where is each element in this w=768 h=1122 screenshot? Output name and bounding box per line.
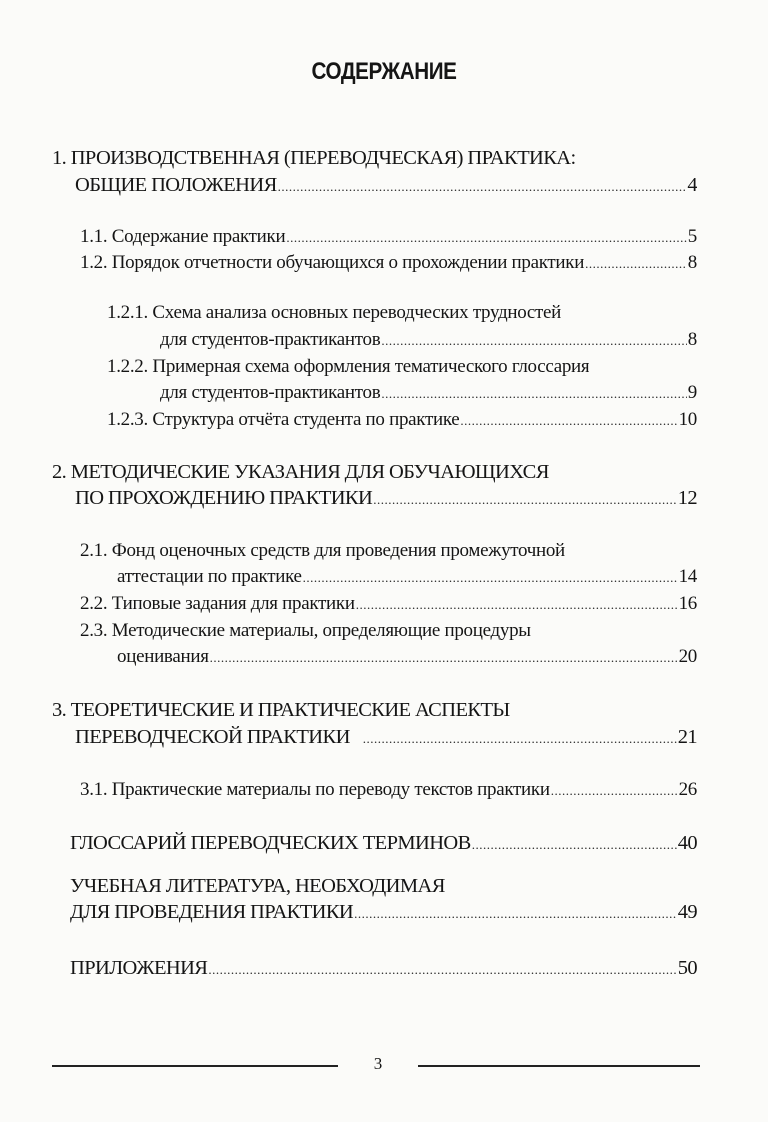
dot-leader xyxy=(210,646,678,670)
toc-entry-text: оценивания xyxy=(117,646,209,667)
page-title: СОДЕРЖАНИЕ xyxy=(311,58,457,85)
toc-entry-text: ГЛОССАРИЙ ПЕРЕВОДЧЕСКИХ ТЕРМИНОВ xyxy=(70,832,471,854)
toc-entry-text: ДЛЯ ПРОВЕДЕНИЯ ПРАКТИКИ xyxy=(70,901,354,923)
dot-leader xyxy=(278,175,687,199)
toc-page-number: 9 xyxy=(687,382,697,403)
dot-leader xyxy=(208,958,676,982)
toc-entry-1-2-2[interactable] xyxy=(160,381,697,406)
toc-entry-text: УЧЕБНАЯ ЛИТЕРАТУРА, НЕОБХОДИМАЯ xyxy=(70,875,445,897)
toc-page-number: 12 xyxy=(677,487,697,509)
toc-page-number: 14 xyxy=(678,566,697,587)
toc-entry-text: 1. ПРОИЗВОДСТВЕННАЯ (ПЕРЕВОДЧЕСКАЯ) ПРАКТИКА: xyxy=(52,147,576,169)
toc-entry-text: аттестации по практике xyxy=(117,566,302,587)
toc-entry-literature[interactable] xyxy=(70,900,697,926)
dot-leader xyxy=(373,488,676,512)
toc-page-number: 5 xyxy=(687,226,697,247)
toc-entry-text: 1.2.3. Структура отчёта студента по практике xyxy=(107,409,460,430)
toc-entry-glossary[interactable] xyxy=(70,831,697,857)
toc-page-number: 40 xyxy=(677,832,697,854)
toc-entry-2-2[interactable] xyxy=(80,592,697,617)
toc-page-number: 50 xyxy=(677,957,697,979)
footer-rule-left xyxy=(52,1065,338,1067)
toc-entry-text: для студентов-практикантов xyxy=(160,329,381,350)
toc-entry-1[interactable] xyxy=(75,173,697,199)
toc-entry-text: ПЕРЕВОДЧЕСКОЙ ПРАКТИКИ xyxy=(75,726,350,748)
dot-leader xyxy=(363,727,677,751)
toc-entry-text: ПО ПРОХОЖДЕНИЮ ПРАКТИКИ xyxy=(75,487,373,509)
toc-entry-text: 2.2. Типовые задания для практики xyxy=(80,593,355,614)
toc-entry-1-2[interactable] xyxy=(80,251,697,276)
toc-entry-text: для студентов-практикантов xyxy=(160,382,381,403)
toc-page-number: 20 xyxy=(678,646,697,667)
toc-entry-text: ОБЩИЕ ПОЛОЖЕНИЯ xyxy=(75,174,277,196)
toc-entry-3-1[interactable] xyxy=(80,778,697,803)
toc-entry-1-2-2-line-1[interactable] xyxy=(107,355,589,379)
toc-page-number: 26 xyxy=(678,779,697,800)
toc-entry-1-2-1[interactable] xyxy=(160,328,697,353)
toc-page-number: 21 xyxy=(677,726,697,748)
toc-entry-text: 2.1. Фонд оценочных средств для проведения промежуточной xyxy=(80,540,565,561)
toc-page-number: 4 xyxy=(687,174,697,196)
footer-rule-right xyxy=(418,1065,700,1067)
dot-leader xyxy=(381,382,686,406)
dot-leader xyxy=(356,593,678,617)
toc-entry-text: 1.2. Порядок отчетности обучающихся о прохождении практики xyxy=(80,252,585,273)
dot-leader xyxy=(354,902,677,926)
toc-entry-1-1[interactable] xyxy=(80,225,697,250)
toc-entry-3[interactable] xyxy=(75,725,697,751)
toc-entry-1-line-1[interactable] xyxy=(52,146,576,170)
dot-leader xyxy=(286,226,686,250)
toc-page-number: 16 xyxy=(678,593,697,614)
dot-leader xyxy=(585,252,687,276)
toc-page-number: 49 xyxy=(677,901,697,923)
toc-page-number: 8 xyxy=(687,252,697,273)
toc-entry-2-3[interactable] xyxy=(117,645,697,670)
dot-leader xyxy=(381,329,686,353)
toc-page-number: 10 xyxy=(678,409,697,430)
toc-entry-text: 2. МЕТОДИЧЕСКИЕ УКАЗАНИЯ ДЛЯ ОБУЧАЮЩИХСЯ xyxy=(52,461,549,483)
toc-entry-text: ПРИЛОЖЕНИЯ xyxy=(70,957,208,979)
toc-entry-2-line-1[interactable] xyxy=(52,460,549,484)
toc-entry-appendices[interactable] xyxy=(70,956,697,982)
toc-entry-2[interactable] xyxy=(75,486,697,512)
toc-entry-2-1[interactable] xyxy=(117,565,697,590)
dot-leader xyxy=(472,833,677,857)
toc-entry-text: 3. ТЕОРЕТИЧЕСКИЕ И ПРАКТИЧЕСКИЕ АСПЕКТЫ xyxy=(52,699,510,721)
toc-entry-text: 3.1. Практические материалы по переводу текстов практики xyxy=(80,779,550,800)
toc-entry-literature-line-1[interactable] xyxy=(70,874,445,898)
toc-entry-text: 1.1. Содержание практики xyxy=(80,226,286,247)
toc-entry-text: 1.2.2. Примерная схема оформления тематического глоссария xyxy=(107,356,590,377)
toc-entry-2-3-line-1[interactable] xyxy=(80,619,531,643)
toc-entry-1-2-1-line-1[interactable] xyxy=(107,301,561,325)
toc-entry-text: 2.3. Методические материалы, определяющие процедуры xyxy=(80,620,531,641)
toc-entry-1-2-3[interactable] xyxy=(107,408,697,433)
toc-entry-2-1-line-1[interactable] xyxy=(80,539,565,563)
toc-page-number: 8 xyxy=(687,329,697,350)
toc-entry-text: 1.2.1. Схема анализа основных переводческих трудностей xyxy=(107,302,562,323)
dot-leader xyxy=(460,409,677,433)
toc-entry-3-line-1[interactable] xyxy=(52,698,510,722)
page-number: 3 xyxy=(373,1054,383,1073)
dot-leader xyxy=(551,779,678,803)
dot-leader xyxy=(303,566,678,590)
